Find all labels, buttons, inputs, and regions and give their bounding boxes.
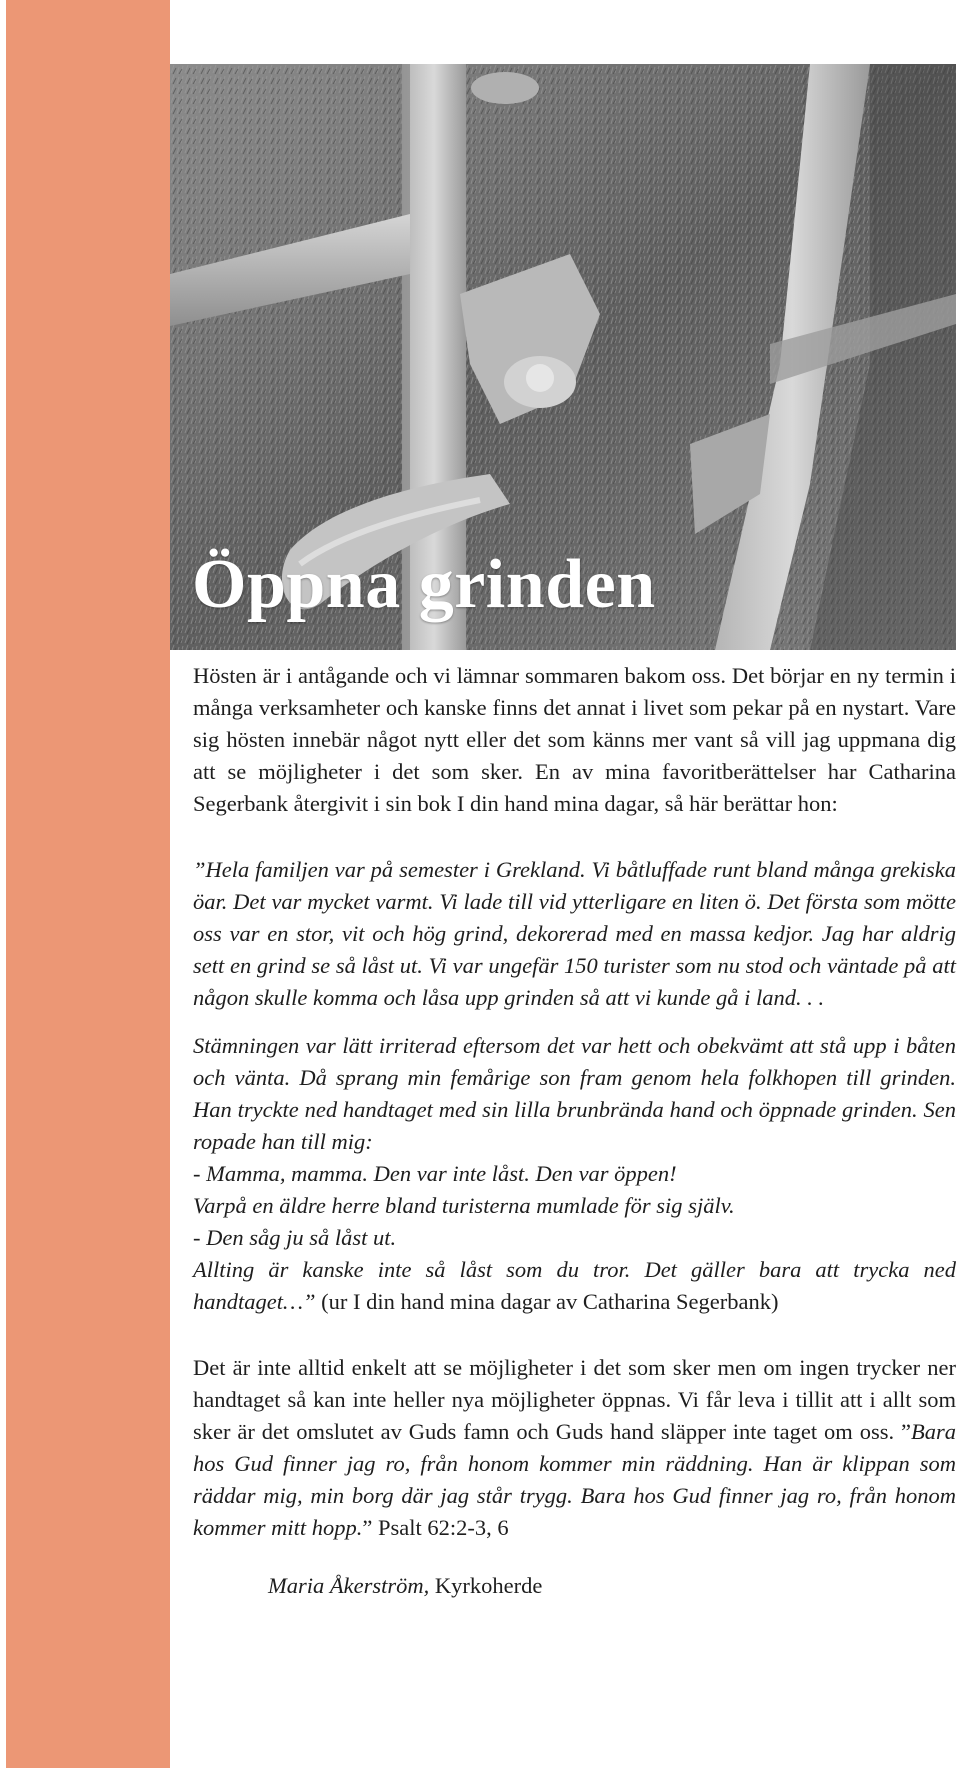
quote-line-man: Varpå en äldre herre bland turisterna mumlade för sig själv. (193, 1193, 735, 1218)
closing-paragraph (193, 1352, 956, 1544)
side-color-bar (6, 0, 170, 1768)
intro-paragraph: Hösten är i antågande och vi lämnar sommaren bakom oss. Det börjar en ny termin i många verksamheter och kanske finns det annat i livet som pekar på en nystart. Vare sig hösten innebär något nytt eller det som känns mer vant så vill jag uppmana dig att se möjligheter i det som sker. En av mina favoritberättelser har Catharina Segerbank återgivit i sin bok I din hand mina dagar, så här berättar hon: (193, 663, 956, 816)
quote-paragraph-1: ”Hela familjen var på semester i Grekland. Vi båtluffade runt bland många grekiska öar. Det var mycket varmt. Vi lade till vid ytterligare en liten ö. Det första som mötte oss var en stor, vit och hög grind, dekorerad med en massa kedjor. Jag har aldrig sett en grind se så låst ut. Vi var ungefär 150 turister som nu stod och väntade på att någon skulle komma och låsa upp grinden så att vi kunde gå i land. . . (193, 857, 956, 1010)
quote-closing-text: Allting är kanske inte så låst som du tror. Det gäller bara att trycka ned handtaget…” (193, 1257, 956, 1314)
psalm-reference: ” Psalt 62:2-3, 6 (362, 1515, 509, 1540)
page-title: Öppna grinden (192, 546, 656, 623)
signature-name: Maria Åkerström, (268, 1573, 430, 1598)
quote-closing-paragraph (193, 1254, 956, 1318)
quote-source: (ur I din hand mina dagar av Catharina Segerbank) (315, 1289, 779, 1314)
quote-line-locked: - Den såg ju så låst ut. (193, 1225, 397, 1250)
psalm-quote: Bara hos Gud finner jag ro, från honom kommer min räddning. Han är klippan som räddar mig, min borg där jag står trygg. Bara hos Gud finner jag ro, från honom kommer mitt hopp. (193, 1419, 956, 1540)
closing-intro: Det är inte alltid enkelt att se möjligheter i det som sker men om ingen trycker ner handtaget så kan inte heller nya möjligheter öppnas. Vi får leva i tillit att i allt som sker är det omslutet av Guds famn och Guds hand släpper inte taget om oss. ” (193, 1355, 956, 1444)
signature (193, 1570, 956, 1602)
article-body (193, 660, 956, 1602)
quote-paragraph-2: Stämningen var lätt irriterad eftersom det var hett och obekvämt att stå upp i båten och vänta. Då sprang min femårige son fram genom hela folkhopen till grinden. Han tryckte ned handtaget med sin lilla brunbrända hand och öppnade grinden. Sen ropade han till mig: (193, 1033, 956, 1154)
quote-line-child: - Mamma, mamma. Den var inte låst. Den var öppen! (193, 1161, 677, 1186)
signature-role: Kyrkoherde (429, 1573, 543, 1598)
